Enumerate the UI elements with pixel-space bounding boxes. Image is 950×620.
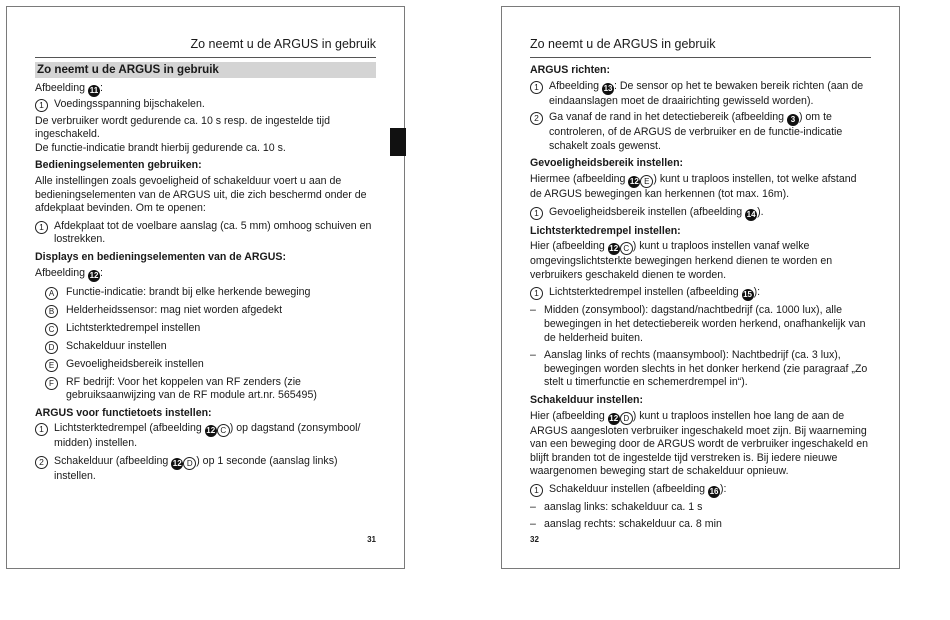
step-item <box>35 455 376 484</box>
step-number: 1 <box>35 99 48 112</box>
figure-number-badge: 14 <box>746 209 756 219</box>
figure-number-badge: 12 <box>89 270 99 280</box>
figure-letter-badge: D <box>620 412 633 425</box>
step-number: 1 <box>35 221 48 234</box>
paragraph: De functie-indicatie brandt hierbij gedurende ca. 10 s. <box>35 141 286 154</box>
text: ): <box>753 286 761 299</box>
text: ): <box>720 482 727 495</box>
text: Gevoeligheidsbereik instellen (afbeelding <box>549 205 746 218</box>
paragraph: Alle instellingen zoals gevoeligheid of schakelduur voert u aan de bedieningselementen van de ARGUS uit, die zich beschermd onder de afdekplaat bevinden. Om te openen: <box>35 174 367 215</box>
step-item <box>35 422 376 451</box>
text: : De sensor op het te bewaken bereik richten (aan de eindaanslagen moet de draairichting gewisseld worden). <box>549 79 864 107</box>
step-number: 2 <box>35 456 48 469</box>
step-item <box>530 80 871 109</box>
text: Hiermee (afbeelding <box>530 172 629 185</box>
figure-number-badge: 11 <box>89 85 99 95</box>
legend-letter: B <box>45 305 58 318</box>
figure-number-badge: 3 <box>787 114 799 126</box>
step-text <box>549 483 871 498</box>
figure-number-badge: 12 <box>609 413 619 423</box>
figure-number-badge: 12 <box>609 244 619 254</box>
legend-text: RF bedrijf: Voor het koppelen van RF zenders (zie gebruiksaanwijzing van de RF module art.nr. 565495) <box>66 375 317 402</box>
dash-marker: – <box>530 500 536 513</box>
text: Hier (afbeelding <box>530 409 608 422</box>
step-item <box>35 220 376 247</box>
legend-item <box>45 340 376 354</box>
text: ). <box>757 205 764 218</box>
legend-item <box>45 376 376 403</box>
heading: Bedieningselementen gebruiken: <box>35 159 202 172</box>
step-text <box>549 80 871 109</box>
figure-letter-badge: C <box>217 424 230 437</box>
running-head: Zo neemt u de ARGUS in gebruik <box>530 37 871 58</box>
step-number: 1 <box>530 484 543 497</box>
running-head: Zo neemt u de ARGUS in gebruik <box>35 37 376 58</box>
dash-text: Midden (zonsymbool): dagstand/nachtbedrijf (ca. 1000 lux), alle bewegingen in het detectiebereik worden herkend, onafhankelijk van de helderheid buiten. <box>544 304 866 344</box>
paragraph: De verbruiker wordt gedurende ca. 10 s resp. de ingestelde tijd ingeschakeld. <box>35 114 331 141</box>
text: Lichtsterktedrempel instellen (afbeelding <box>549 286 742 299</box>
legend-item <box>45 286 376 300</box>
page-body <box>35 62 376 487</box>
dash-text: Aanslag links of rechts (maansymbool): Nachtbedrijf (ca. 3 lux), bewegingen worden slechts in het donker herkend (zie paragraaf „Zo stelt u timerfunctie en schemerdrempel in“). <box>544 349 868 389</box>
dash-text: aanslag rechts: schakelduur ca. 8 min <box>544 518 722 531</box>
text: : <box>100 266 103 279</box>
legend-text: Functie-indicatie: brandt bij elke herkende beweging <box>66 285 311 298</box>
dash-item <box>530 349 871 390</box>
text: Lichtsterktedrempel (afbeelding <box>54 422 205 435</box>
heading: ARGUS richten: <box>530 64 611 76</box>
legend-letter: A <box>45 287 58 300</box>
step-item <box>530 286 871 301</box>
text: Afbeelding <box>549 79 603 92</box>
figure-number-badge: 12 <box>206 426 216 436</box>
figure-reference-line <box>35 82 376 97</box>
text: Afbeelding <box>35 266 86 279</box>
page-body <box>530 62 871 536</box>
heading: Displays en bedieningselementen van de ARGUS: <box>35 250 286 263</box>
dash-item <box>530 304 871 345</box>
figure-number-badge: 12 <box>172 458 182 468</box>
section-title: Zo neemt u de ARGUS in gebruik <box>35 62 376 78</box>
step-text: Voedingsspanning bijschakelen. <box>54 97 205 110</box>
step-item <box>530 483 871 498</box>
legend-text: Helderheidssensor: mag niet worden afgedekt <box>66 303 283 316</box>
text: : <box>100 81 103 94</box>
dash-marker: – <box>530 304 536 317</box>
legend-text: Lichtsterktedrempel instellen <box>66 321 201 334</box>
figure-number-badge: 15 <box>743 290 753 300</box>
text: ) kunt u traploos instellen, tot welke afstand de ARGUS bewegingen kan herkennen (tot max. 16m). <box>530 172 857 200</box>
text: Schakelduur (afbeelding <box>54 454 172 467</box>
dash-marker: – <box>530 349 536 362</box>
text: ) kunt u traploos instellen vanaf welke omgevingslichtsterkte bewegingen herkend dienen te worden en verbruikers geschakeld dienen te worden. <box>530 240 833 281</box>
paragraph <box>530 410 871 479</box>
figure-letter-badge: C <box>620 242 633 255</box>
text: Schakelduur instellen (afbeelding <box>549 482 709 495</box>
legend-item <box>45 358 376 372</box>
step-text <box>54 422 376 451</box>
step-text <box>549 206 871 221</box>
step-item <box>35 98 376 112</box>
text: ) om te controleren, of de ARGUS de verbruiker en de functie-indicatie schakelt zoals gewenst. <box>549 111 843 152</box>
dash-item <box>530 501 871 515</box>
step-item <box>530 111 871 153</box>
step-number: 1 <box>35 423 48 436</box>
figure-number-badge: 12 <box>629 176 639 186</box>
paragraph <box>530 173 871 202</box>
figure-letter-badge: E <box>640 175 653 188</box>
right-page <box>501 6 900 569</box>
legend-item <box>45 322 376 336</box>
step-number: 1 <box>530 287 543 300</box>
heading: Lichtsterktedrempel instellen: <box>530 224 681 237</box>
step-text <box>549 111 871 153</box>
step-item <box>530 206 871 221</box>
legend-text: Gevoeligheidsbereik instellen <box>66 357 204 370</box>
figure-number-badge: 16 <box>709 486 719 496</box>
step-text <box>549 286 871 301</box>
text: ) op dagstand (zonsymbool/ midden) instellen. <box>54 422 361 450</box>
page-number: 31 <box>367 535 376 544</box>
heading: ARGUS voor functietoets instellen: <box>35 406 212 419</box>
legend-item <box>45 304 376 318</box>
text: ) kunt u traploos instellen hoe lang de aan de ARGUS aangesloten verbruiker ingeschakeld moet zijn. Bij waarneming van een beweging door de ARGUS wordt de verbruiker ingeschakeld en blijft branden tot de ingestelde tijd verstreken is. Bij iedere nieuwe waargenomen beweging start de schakelduur opnieuw. <box>530 409 869 478</box>
step-number: 1 <box>530 81 543 94</box>
legend-letter: F <box>45 377 58 390</box>
legend-letter: D <box>45 341 58 354</box>
figure-letter-badge: D <box>183 457 196 470</box>
legend-letter: E <box>45 359 58 372</box>
paragraph <box>530 240 871 282</box>
step-number: 1 <box>530 207 543 220</box>
text: Afbeelding <box>35 81 86 94</box>
figure-number-badge: 13 <box>603 83 613 93</box>
heading: Schakelduur instellen: <box>530 393 644 406</box>
step-number: 2 <box>530 112 543 125</box>
dash-text: aanslag links: schakelduur ca. 1 s <box>544 500 703 513</box>
figure-reference-line <box>35 267 376 282</box>
page-number: 32 <box>530 535 539 544</box>
dash-item <box>530 518 871 532</box>
step-text <box>54 455 376 484</box>
thumb-index-tab <box>390 128 406 156</box>
dash-marker: – <box>530 518 536 531</box>
text: ) op 1 seconde (aanslag links) instellen. <box>54 454 338 482</box>
step-text: Afdekplaat tot de voelbare aanslag (ca. 5 mm) omhoog schuiven en lostrekken. <box>54 219 372 246</box>
text: Ga vanaf de rand in het detectiebereik (afbeelding <box>549 111 787 124</box>
legend-letter: C <box>45 323 58 336</box>
legend-text: Schakelduur instellen <box>66 339 167 352</box>
text: Hier (afbeelding <box>530 240 608 253</box>
heading: Gevoeligheidsbereik instellen: <box>530 157 684 170</box>
left-page <box>6 6 405 569</box>
